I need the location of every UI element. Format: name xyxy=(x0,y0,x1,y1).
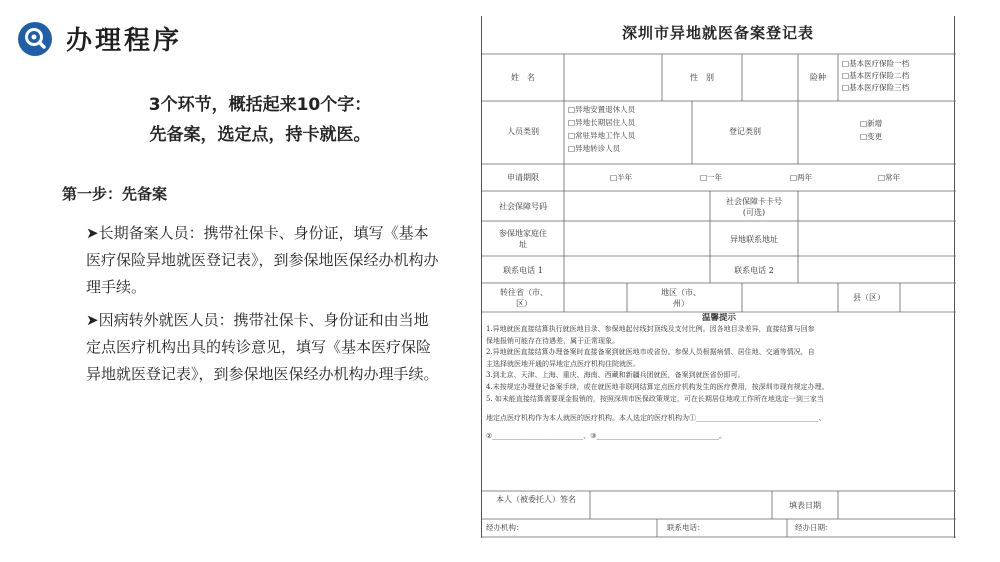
province-label: 转往省（市、区） xyxy=(500,288,548,308)
search-icon xyxy=(18,22,52,56)
agency-date-label: 经办日期： xyxy=(795,523,833,532)
person-type-option[interactable]: □异地转诊人员 xyxy=(568,144,621,153)
date-label: 填表日期 xyxy=(789,501,821,510)
form-grid-lines xyxy=(482,16,956,538)
insurance-option[interactable]: □基本医疗保险一档 xyxy=(842,59,910,68)
agency-label: 经办机构： xyxy=(486,523,524,532)
person-type-label: 人员类别 xyxy=(507,127,539,136)
person-type-option[interactable]: □常驻异地工作人员 xyxy=(568,131,636,140)
agency-phone-label: 联系电话： xyxy=(667,523,705,532)
notice-line: 3.到北京、天津、上海、重庆、海南、西藏和新疆兵团就医，备案到就医省份即可。 xyxy=(486,371,745,380)
signer-label: 本人（被委托人）签名 xyxy=(496,495,576,504)
step-title: 第一步：先备案 xyxy=(62,185,168,203)
summary-line-2: 先备案，选定点，持卡就医。 xyxy=(149,125,371,145)
gender-label: 性 别 xyxy=(690,73,714,82)
bullet-referral: ➤因病转外就医人员：携带社保卡、身份证和由当地定点医疗机构出具的转诊意见，填写《基本医疗保险异地就医登记表》，到参保地医保经办机构办理手续。 xyxy=(86,311,439,383)
ss-no-label: 社会保障号码 xyxy=(499,202,547,211)
period-option[interactable]: □半年 xyxy=(610,173,633,182)
bullet-list xyxy=(86,220,442,394)
reg-type-option[interactable]: □变更 xyxy=(860,132,883,141)
period-label: 申请期限 xyxy=(507,173,539,182)
period-option[interactable]: □两年 xyxy=(790,173,813,182)
section-header xyxy=(18,20,182,57)
person-type-option[interactable]: □异地长期居住人员 xyxy=(568,118,636,127)
notice-line: ②__________________________、③___________________________________。 xyxy=(486,431,727,440)
summary-line-1: 3个环节，概括起来10个字： xyxy=(148,95,372,115)
notice-title: 温馨提示 xyxy=(701,313,736,323)
page-title: 办理程序 xyxy=(66,26,183,56)
bullet-long-term: ➤长期备案人员：携带社保卡、身份证，填写《基本医疗保险异地就医登记表》，到参保地医保经办机构办理手续。 xyxy=(86,224,439,296)
notice-line: 地定点医疗机构作为本人就医的医疗机构。本人选定的医疗机构为①___________________________________、 xyxy=(486,414,826,423)
notice-line: 1.异地就医直接结算执行就医地目录、参保地起付线封顶线及支付比例。因各地目录差异，直接结算与回参 xyxy=(486,325,815,333)
phone2-label: 联系电话 2 xyxy=(734,266,774,275)
insurance-label: 险种 xyxy=(810,73,826,82)
notice-line: 2.异地就医直接结算办理备案时直接备案到就医地市或省份。参保人员根据病情、居住地、交通等情况，自 xyxy=(486,348,815,357)
notice-line: 保地报销可能存在待遇差，属于正常现象。 xyxy=(486,336,619,345)
ss-card-label: 社会保障卡卡号(可选) xyxy=(726,197,782,217)
home-addr-label: 参保地家庭住址 xyxy=(499,229,547,249)
county-label: 县（区） xyxy=(853,293,885,302)
period-option[interactable]: □常年 xyxy=(878,173,901,182)
reg-type-label: 登记类别 xyxy=(729,127,761,136)
notice-line: 主选择就医地开通的异地定点医疗机构住院就医。 xyxy=(486,359,640,368)
insurance-option[interactable]: □基本医疗保险三档 xyxy=(842,83,910,92)
registration-form xyxy=(481,16,955,538)
period-option[interactable]: □一年 xyxy=(700,173,723,182)
person-type-option[interactable]: □异地安置退休人员 xyxy=(568,105,636,114)
notice-line: 4.未按规定办理登记备案手续，或在就医地非联网结算定点医疗机构发生的医疗费用，按深圳市现有规定办理。 xyxy=(486,382,829,391)
region-label: 地区（市、州） xyxy=(661,288,701,308)
form-title: 深圳市异地就医备案登记表 xyxy=(621,24,814,42)
notice-line: 5. 如未能直接结算需要现金报销的，按照深圳市医保政策规定，可在长期居住地或工作所在地选定一到三家当 xyxy=(486,394,824,403)
name-label: 姓 名 xyxy=(511,73,535,82)
insurance-option[interactable]: □基本医疗保险二档 xyxy=(842,71,910,80)
remote-addr-label: 异地联系地址 xyxy=(730,235,778,244)
summary xyxy=(100,90,420,150)
phone1-label: 联系电话 1 xyxy=(503,266,543,275)
notice-block xyxy=(486,313,952,442)
reg-type-option[interactable]: □新增 xyxy=(860,119,883,128)
